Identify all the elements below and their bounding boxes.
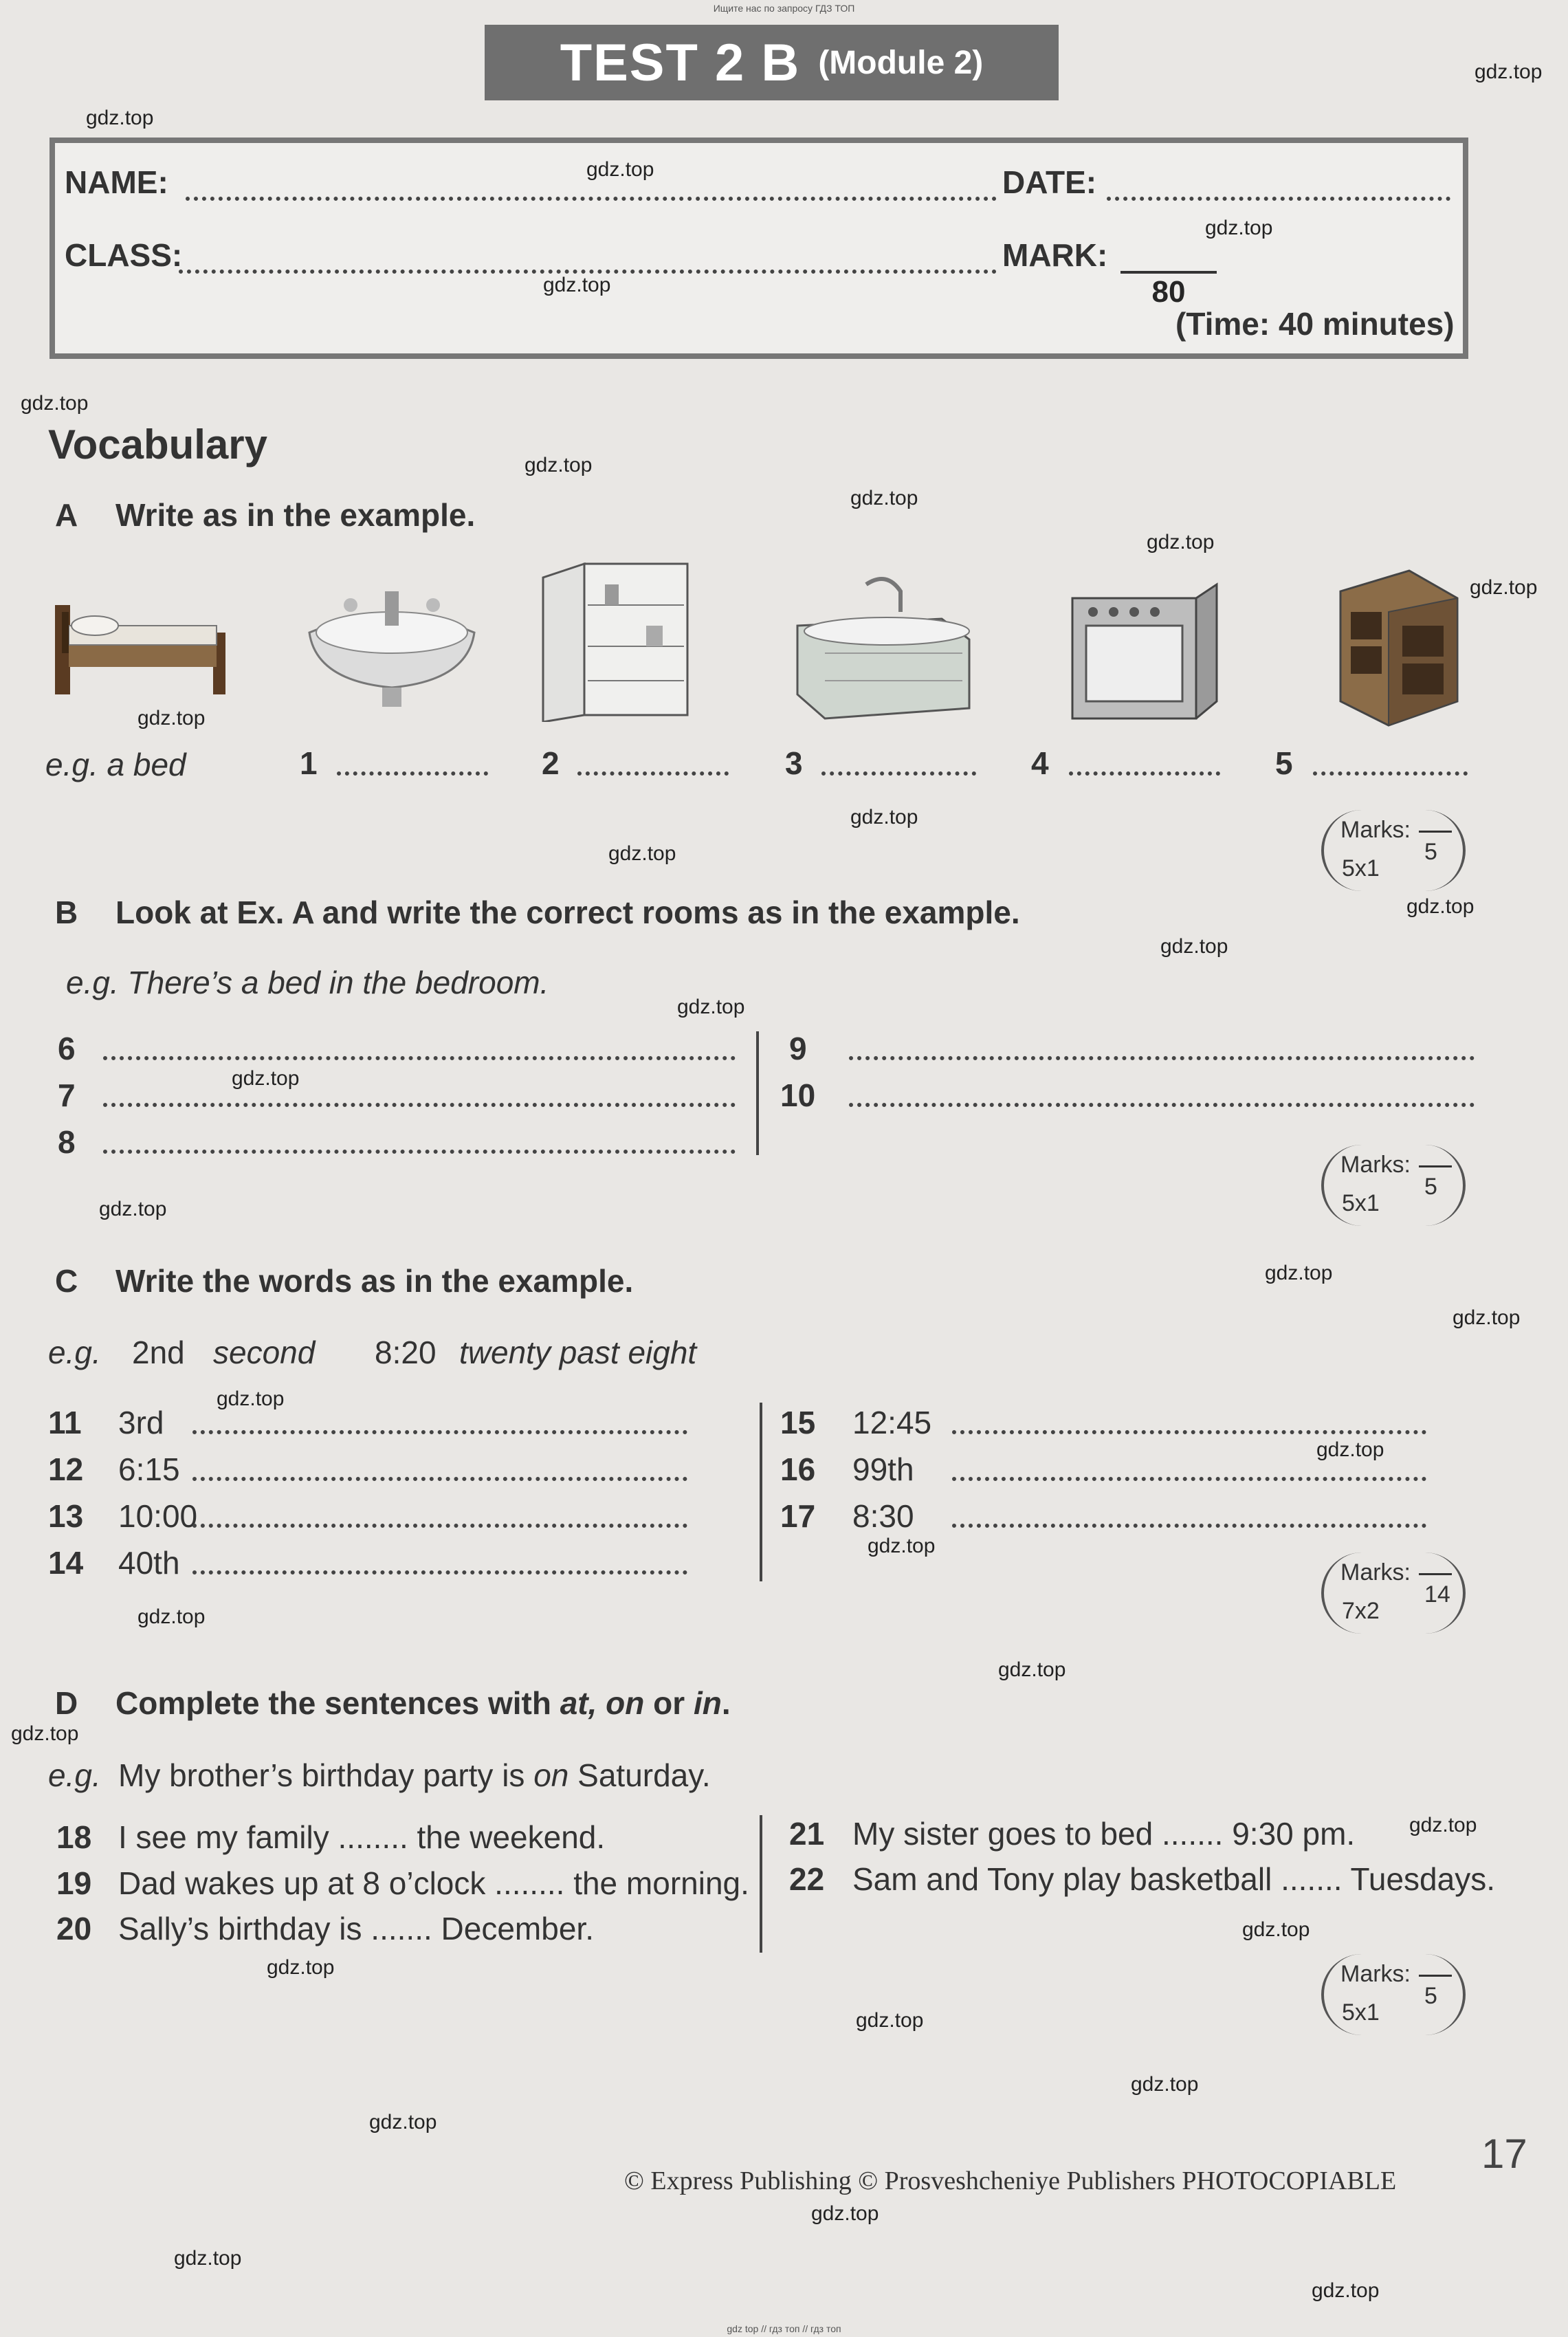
item-given: 12:45 (852, 1405, 932, 1440)
item-given: 40th (118, 1545, 180, 1581)
section-c-instruction: C Write the words as in the example. (55, 1263, 634, 1299)
section-a-item: 5 (1275, 745, 1293, 781)
test-title: TEST 2 B (560, 33, 801, 92)
sentence-21[interactable]: My sister goes to bed ....... 9:30 pm. (852, 1816, 1356, 1852)
sentence-18[interactable]: I see my family ........ the weekend. (118, 1819, 606, 1855)
watermark: gdz.top (267, 1956, 335, 1979)
answer-line-6[interactable] (103, 1056, 736, 1060)
watermark: gdz.top (1205, 217, 1273, 239)
item-number: 21 (789, 1816, 825, 1852)
vocabulary-heading: Vocabulary (48, 421, 268, 468)
item-number: 20 (56, 1911, 92, 1946)
bottom-note: gdz top // гдз топ // гдз топ (727, 2323, 841, 2334)
answer-line-15[interactable] (952, 1430, 1426, 1434)
answer-line-1[interactable] (337, 771, 488, 776)
section-a-marks: Marks: 5 5x1 (1321, 810, 1466, 891)
item-number: 15 (780, 1405, 816, 1440)
answer-line-17[interactable] (952, 1524, 1426, 1528)
top-note: Ищите нас по запросу ГДЗ ТОП (713, 3, 855, 14)
answer-line-2[interactable] (577, 771, 729, 776)
section-d-instruction: D Complete the sentences with at, on or in. (55, 1685, 731, 1721)
watermark: gdz.top (1265, 1262, 1333, 1284)
watermark: gdz.top (850, 806, 918, 829)
watermark: gdz.top (86, 107, 154, 129)
mark-field[interactable] (1120, 271, 1217, 274)
answer-line-16[interactable] (952, 1477, 1426, 1481)
watermark: gdz.top (1470, 576, 1538, 599)
name-field[interactable] (186, 197, 997, 201)
bathtub-icon (784, 571, 983, 722)
section-a-letter: A (55, 497, 78, 533)
answer-line-4[interactable] (1069, 771, 1220, 776)
watermark: gdz.top (856, 2009, 924, 2032)
class-label: CLASS: (65, 237, 183, 273)
item-number: 12 (48, 1451, 84, 1487)
watermark: gdz.top (232, 1067, 300, 1090)
watermark: gdz.top (1160, 935, 1228, 958)
section-d-marks: Marks: 5 5x1 (1321, 1954, 1466, 2035)
watermark: gdz.top (850, 487, 918, 509)
section-a-item: 4 (1031, 745, 1049, 781)
watermark: gdz.top (1131, 2073, 1199, 2096)
answer-line-8[interactable] (103, 1150, 736, 1154)
section-c-example-label: e.g. (48, 1335, 101, 1370)
section-c-marks: Marks: 14 7x2 (1321, 1552, 1466, 1634)
watermark: gdz.top (1406, 895, 1475, 918)
watermark: gdz.top (1409, 1814, 1477, 1836)
section-b-marks: Marks: 5 5x1 (1321, 1145, 1466, 1226)
watermark: gdz.top (11, 1722, 79, 1745)
answer-line-7[interactable] (103, 1103, 736, 1107)
watermark: gdz.top (1312, 2279, 1380, 2302)
section-c-example-given: 2nd (132, 1335, 185, 1370)
name-label: NAME: (65, 164, 168, 200)
item-given: 99th (852, 1451, 914, 1487)
answer-line-9[interactable] (849, 1056, 1475, 1060)
section-a-example: e.g. a bed (45, 747, 186, 782)
item-given: 10:00 (118, 1498, 198, 1534)
watermark: gdz.top (586, 158, 654, 181)
section-a-item: 3 (785, 745, 803, 781)
section-a-item: 1 (300, 745, 318, 781)
watermark: gdz.top (217, 1387, 285, 1410)
item-given: 3rd (118, 1405, 164, 1440)
answer-line-5[interactable] (1313, 771, 1468, 776)
test-module: (Module 2) (818, 44, 984, 81)
section-c-example-given: 8:20 (375, 1335, 437, 1370)
watermark: gdz.top (811, 2202, 879, 2225)
section-d-letter: D (55, 1685, 78, 1721)
watermark: gdz.top (1475, 61, 1543, 83)
sentence-22[interactable]: Sam and Tony play basketball ....... Tuesdays. (852, 1861, 1496, 1897)
item-number: 18 (56, 1819, 92, 1855)
watermark: gdz.top (99, 1198, 167, 1220)
section-c-example-answer: second (213, 1335, 316, 1370)
watermark: gdz.top (174, 2247, 242, 2270)
item-number: 11 (48, 1405, 82, 1440)
cooker-icon (1059, 571, 1224, 722)
item-number: 14 (48, 1545, 84, 1581)
mark-total: 80 (1151, 275, 1186, 309)
watermark: gdz.top (21, 392, 89, 415)
watermark: gdz.top (1147, 531, 1215, 553)
bed-icon (41, 584, 241, 701)
item-given: 6:15 (118, 1451, 180, 1487)
section-c-example-answer: twenty past eight (459, 1335, 697, 1370)
column-divider (756, 1031, 759, 1155)
watermark: gdz.top (1453, 1306, 1521, 1329)
section-a-item: 2 (542, 745, 560, 781)
item-number: 6 (58, 1031, 76, 1066)
item-number: 13 (48, 1498, 84, 1534)
time-limit: (Time: 40 minutes) (1175, 306, 1455, 342)
section-b-letter: B (55, 895, 78, 930)
watermark: gdz.top (1316, 1438, 1384, 1461)
mark-label: MARK: (1002, 237, 1108, 273)
page-number: 17 (1481, 2131, 1527, 2177)
answer-line-13[interactable] (192, 1524, 687, 1528)
column-divider (760, 1403, 762, 1581)
answer-line-14[interactable] (192, 1570, 687, 1575)
section-c-letter: C (55, 1263, 78, 1299)
watermark: gdz.top (608, 842, 676, 865)
answer-line-11[interactable] (192, 1430, 687, 1434)
section-d-example-label: e.g. (48, 1757, 101, 1793)
student-info-box (49, 138, 1468, 359)
item-number: 19 (56, 1865, 92, 1901)
item-number: 7 (58, 1077, 76, 1113)
sink-icon (296, 571, 488, 708)
answer-line-3[interactable] (821, 771, 976, 776)
bookcase-icon (1320, 564, 1471, 729)
test-title-bar (485, 25, 1059, 100)
watermark: gdz.top (998, 1658, 1066, 1681)
watermark: gdz.top (524, 454, 593, 476)
watermark: gdz.top (137, 707, 206, 729)
item-number: 10 (780, 1077, 816, 1113)
watermark: gdz.top (677, 996, 745, 1018)
item-number: 16 (780, 1451, 816, 1487)
section-b-example: e.g. There’s a bed in the bedroom. (66, 965, 549, 1000)
item-number: 17 (780, 1498, 816, 1534)
item-number: 9 (789, 1031, 807, 1066)
section-d-example: My brother’s birthday party is on Saturday. (118, 1757, 711, 1793)
column-divider (760, 1815, 762, 1953)
section-a-instruction: A Write as in the example. (55, 497, 476, 533)
item-given: 8:30 (852, 1498, 914, 1534)
date-field[interactable] (1107, 197, 1450, 201)
section-b-instruction: B Look at Ex. A and write the correct rooms as in the example. (55, 895, 1020, 930)
copyright-footer: © Express Publishing © Prosveshcheniye Publishers PHOTOCOPIABLE (624, 2166, 1397, 2195)
date-label: DATE: (1002, 164, 1097, 200)
fridge-icon (536, 557, 694, 722)
item-number: 22 (789, 1861, 825, 1897)
watermark: gdz.top (137, 1605, 206, 1628)
answer-line-10[interactable] (849, 1103, 1475, 1107)
sentence-20[interactable]: Sally’s birthday is ....... December. (118, 1911, 594, 1946)
watermark: gdz.top (868, 1535, 936, 1557)
answer-line-12[interactable] (192, 1477, 687, 1481)
item-number: 8 (58, 1124, 76, 1160)
watermark: gdz.top (543, 274, 611, 296)
watermark: gdz.top (369, 2111, 437, 2133)
sentence-19[interactable]: Dad wakes up at 8 o’clock ........ the morning. (118, 1865, 749, 1901)
watermark: gdz.top (1242, 1918, 1310, 1941)
